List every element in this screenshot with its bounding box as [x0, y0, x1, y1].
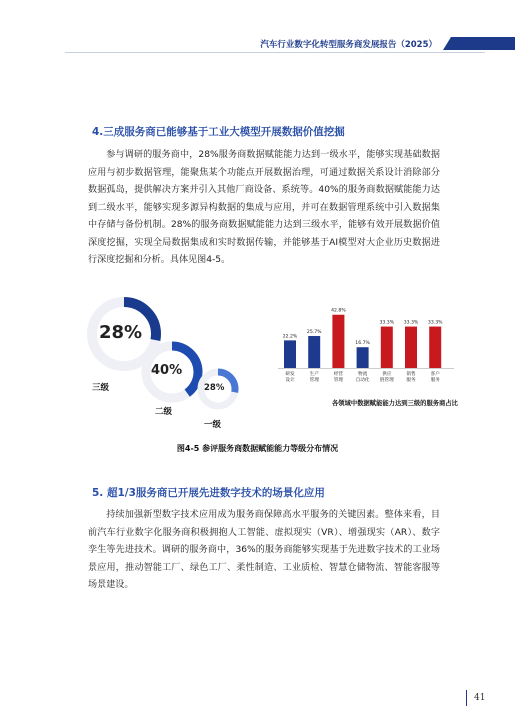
- category-label-7: 客户服务: [430, 372, 440, 383]
- bar-value-label-7: 33.3%: [427, 320, 443, 326]
- section-5-paragraph: [88, 507, 440, 595]
- level-2-label: 二级: [155, 407, 173, 417]
- category-label-2: 生产管理: [309, 372, 319, 383]
- bar-value-label-6: 33.3%: [403, 320, 419, 326]
- bar-6: [405, 327, 417, 368]
- category-label-6: 销售服务: [406, 372, 416, 383]
- bar-1: [284, 340, 296, 368]
- category-label-4: 物流自动化: [355, 372, 370, 383]
- header-divider: [65, 52, 485, 53]
- figure-caption: 图4-5 参评服务商数据赋能能力等级分布情况: [176, 444, 339, 453]
- donut-level-3-value: 28%: [99, 322, 143, 343]
- section-4-title: 4.三成服务商已能够基于工业大模型开展数据价值挖掘: [92, 126, 345, 138]
- section-5-title: 5. 超1/3服务商已开展先进数字技术的场景化应用: [92, 487, 325, 499]
- level-3-label: 三级: [92, 383, 110, 393]
- bar-value-label-1: 22.2%: [282, 334, 298, 340]
- category-label-3: 经营管理: [333, 372, 344, 383]
- donut-level-2-value: 40%: [151, 363, 183, 378]
- category-label-5: 供应链管理: [379, 372, 394, 383]
- bar-4: [357, 347, 369, 368]
- section-4-paragraph: [88, 147, 440, 270]
- donut-level-1-value: 28%: [204, 383, 225, 393]
- bar-value-label-5: 33.3%: [379, 320, 395, 326]
- header-accent-bar: [443, 37, 515, 50]
- section-4-text: 参与调研的服务商中，28%服务商数据赋能能力达到一级水平，能够实现基础数据应用与初步数据管理，能聚焦某个功能点开展数据治理，可通过数据关系设计消除部分数据孤岛，提供解决方案并引入其他厂商设备、系统等。40%的服务商数据赋能能力达到二级水平，能够实现多源异构数据的集成与应用，并可在数据管理系统中引入数据集中存储与备份机制。28%的服务商数据赋能能力达到三级水平，能够有效开展数据价值深度挖掘，实现全局数据集成和实时数据传输，并能够基于AI模型对大企业历史数据进行深度挖掘和分析。具体见图4-5。: [88, 150, 440, 265]
- bar-chart-caption: 各领域中数据赋能能力达到三级的服务商占比: [332, 400, 458, 407]
- bar-5: [381, 327, 393, 368]
- bar-value-label-2: 25.7%: [306, 330, 322, 336]
- level3-domain-bar-chart: [278, 302, 458, 392]
- bar-3: [332, 315, 344, 368]
- page-number-divider: [466, 690, 467, 706]
- bar-value-label-3: 42.8%: [331, 308, 346, 314]
- bar-7: [429, 327, 441, 368]
- bar-2: [308, 336, 320, 368]
- section-5-text: 持续加强新型数字技术应用成为服务商保障高水平服务的关键因素。整体来看，目前汽车行业数字化服务商积极拥抱人工智能、虚拟现实（VR）、增强现实（AR）、数字孪生等先进技术。调研的服务商中，36%的服务商能够实现基于先进数字技术的工业场景应用，推动智能工厂、绿色工厂、柔性制造、工业质检、智慧仓储物流、智能客服等场景建设。: [88, 510, 440, 590]
- donut-level-2: [140, 340, 204, 408]
- donut-level-1: [196, 367, 240, 415]
- page-number: 41: [474, 693, 486, 703]
- category-label-1: 研发设计: [285, 372, 295, 383]
- bar-value-label-4: 16.7%: [355, 341, 370, 347]
- report-title: 汽车行业数字化转型服务商发展报告（2025）: [260, 40, 437, 50]
- level-1-label: 一级: [204, 420, 222, 430]
